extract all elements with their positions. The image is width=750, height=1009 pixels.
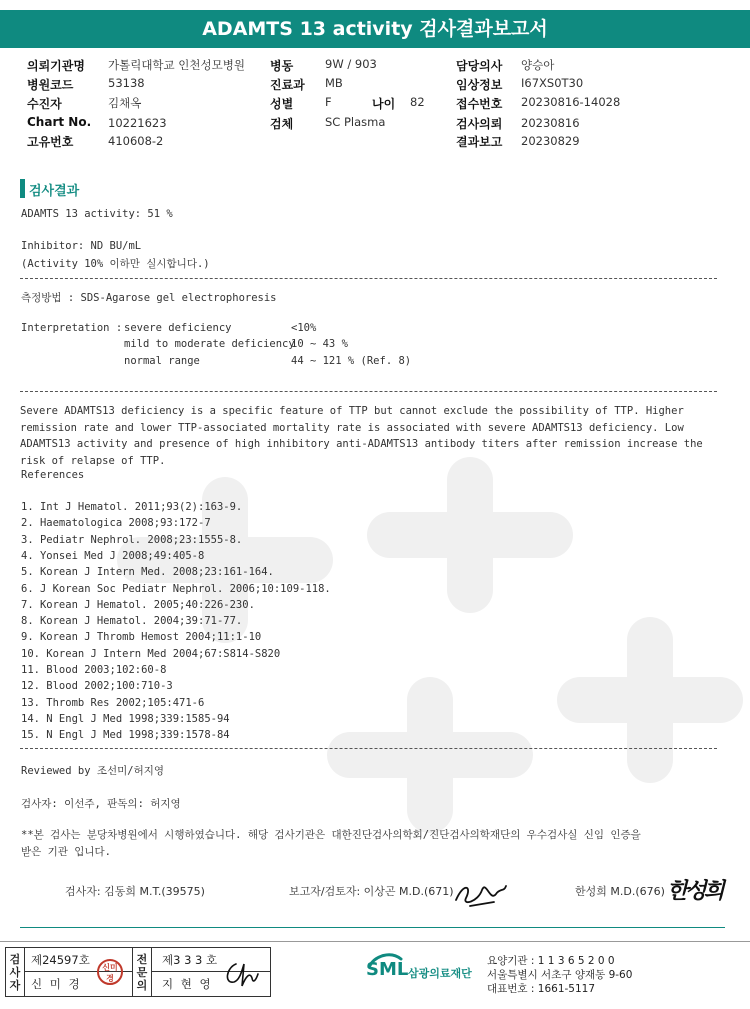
doctor-value: 양승아 (521, 58, 555, 72)
organization-address: 서울특별시 서초구 양재동 9-60 (487, 969, 633, 981)
unique-label: 고유번호 (27, 135, 74, 149)
unique-row (27, 133, 73, 150)
box1-label: 검 사 자 (9, 953, 21, 992)
reference-item: 13. Thromb Res 2002;105:471-6 (21, 696, 205, 709)
sex-label: 성별 (270, 97, 294, 111)
reference-item: 14. N Engl J Med 1998;339:1585-94 (21, 712, 230, 725)
dept-label: 진료과 (270, 78, 305, 92)
interp-range: 44 ~ 121 % (Ref. 8) (291, 355, 412, 367)
ward-label: 병동 (270, 59, 294, 73)
chart-value: 10221623 (108, 116, 167, 130)
receipt-value: 20230816-14028 (521, 95, 621, 109)
unique-value: 410608-2 (108, 134, 164, 148)
report-date-value: 20230829 (521, 134, 580, 148)
specimen-value: SC Plasma (325, 115, 386, 129)
interpretation-label: Interpretation : (21, 322, 123, 334)
reference-item: 8. Korean J Hematol. 2004;39:71-77. (21, 615, 243, 628)
box1-number: 제24597호 (31, 953, 90, 967)
section-marker (20, 179, 25, 198)
notice-line: 받은 기관 입니다. (21, 846, 111, 858)
references-title: References (21, 469, 85, 481)
specialist-signature-icon (222, 958, 266, 990)
activity-result: ADAMTS 13 activity: 51 % (21, 208, 173, 220)
box2-number: 제3 3 3 호 (162, 953, 218, 967)
reference-item: 6. J Korean Soc Pediatr Nephrol. 2006;10:109-118. (21, 582, 331, 595)
box2-label: 전 문 의 (136, 953, 148, 992)
director-signature-label: 한성희 M.D.(676) (575, 885, 665, 898)
report-title: ADAMTS 13 activity 검사결과보고서 (202, 18, 548, 40)
reporter-signature-label: 보고자/검토자: 이상곤 M.D.(671) (289, 885, 454, 898)
section-title: 검사결과 (29, 184, 80, 199)
organization-name: 삼광의료재단 (408, 967, 472, 980)
reporter-signature-icon (450, 872, 510, 912)
institution-label: 의뢰기관명 (27, 59, 85, 73)
divider (20, 391, 717, 392)
tester-signature-label: 검사자: 김동희 M.T.(39575) (65, 885, 205, 898)
ward-value: 9W / 903 (325, 57, 377, 71)
request-value: 20230816 (521, 116, 580, 130)
reference-item: 7. Korean J Hematol. 2005;40:226-230. (21, 598, 255, 611)
specimen-label: 검체 (270, 117, 294, 131)
organization-code: 요양기관 : 1 1 3 6 5 2 0 0 (487, 955, 615, 967)
patient-label: 수진자 (27, 97, 62, 111)
box1-name: 신 미 경 (31, 977, 82, 991)
chart-row (27, 115, 91, 129)
dept-value: MB (325, 76, 343, 90)
clinical-label: 임상정보 (456, 78, 503, 92)
clinical-value: I67XS0T30 (521, 76, 584, 90)
reference-item: 5. Korean J Intern Med. 2008;23:161-164. (21, 566, 274, 579)
divider (20, 748, 717, 749)
reference-item: 12. Blood 2002;100:710-3 (21, 680, 173, 693)
doctor-label: 담당의사 (456, 59, 503, 73)
institution-value: 가톨릭대학교 인천성모병원 (108, 58, 245, 72)
examiner-line: 검사자: 이선주, 판독의: 허지영 (21, 798, 181, 810)
chart-label: Chart No. (27, 115, 92, 129)
interp-name: mild to moderate deficiency (124, 338, 295, 350)
sex-value: F (325, 95, 332, 109)
footer-divider (0, 941, 750, 942)
reviewed-by: Reviewed by 조선미/허지영 (21, 765, 165, 777)
footer-divider (20, 927, 725, 928)
divider (20, 278, 717, 279)
age-value: 82 (410, 95, 425, 109)
hospital-code-row (27, 76, 73, 93)
patient-row (27, 95, 62, 112)
reference-item: 10. Korean J Intern Med 2004;67:S814-S820 (21, 647, 281, 660)
hospital-code-label: 병원코드 (27, 78, 74, 92)
interp-name: severe deficiency (124, 322, 232, 334)
age-label: 나이 (372, 97, 396, 111)
certificate-box-label (135, 953, 149, 992)
reference-item: 1. Int J Hematol. 2011;93(2):163-9. (21, 501, 243, 513)
interp-range: <10% (291, 322, 317, 334)
reference-item: 9. Korean J Thromb Hemost 2004;11:1-10 (21, 631, 262, 644)
method-text: 측정방법 : SDS-Agarose gel electrophoresis (21, 292, 277, 304)
organization-phone: 대표번호 : 1661-5117 (487, 983, 596, 995)
reference-item: 15. N Engl J Med 1998;339:1578-84 (21, 729, 230, 742)
certificate-box-label (8, 953, 22, 992)
certification-seal: 신미경 (97, 959, 123, 985)
reference-item: 11. Blood 2003;102:60-8 (21, 664, 167, 676)
institution-row (27, 57, 85, 74)
sml-logo-text: SML (366, 959, 409, 980)
clinical-comment: Severe ADAMTS13 deficiency is a specific feature of TTP but cannot exclude the possibility of TTP. Higher remission rate and lower TTP-associated mortality rate is associated with severe ADAMTS13 deficiency. Low ADAMTS13 activity and presence of high inhibitory anti-ADAMTS13 antibody titers after remission increase the risk of relapse of TTP. (20, 405, 703, 467)
request-label: 검사의뢰 (456, 117, 503, 131)
reference-item: 2. Haematologica 2008;93:172-7 (21, 517, 211, 530)
reference-item: 3. Pediatr Nephrol. 2008;23:1555-8. (21, 533, 243, 546)
receipt-label: 접수번호 (456, 97, 503, 111)
report-date-label: 결과보고 (456, 135, 503, 149)
patient-value: 김채옥 (108, 96, 142, 110)
reference-item: 4. Yonsei Med J 2008;49:405-8 (21, 549, 205, 562)
inhibitor-result: Inhibitor: ND BU/mL (21, 240, 142, 252)
box2-name: 지 현 영 (162, 977, 213, 991)
inhibitor-note: (Activity 10% 이하만 실시합니다.) (21, 258, 210, 270)
notice-line: **본 검사는 분당차병원에서 시행하였습니다. 해당 검사기관은 대한진단검사의학회/진단검사의학재단의 우수검사실 신임 인증을 (21, 829, 641, 841)
interp-name: normal range (124, 355, 200, 367)
hospital-code-value: 53138 (108, 76, 145, 90)
interp-range: 10 ~ 43 % (291, 338, 348, 350)
director-signature-image: 한성희 (667, 878, 722, 904)
